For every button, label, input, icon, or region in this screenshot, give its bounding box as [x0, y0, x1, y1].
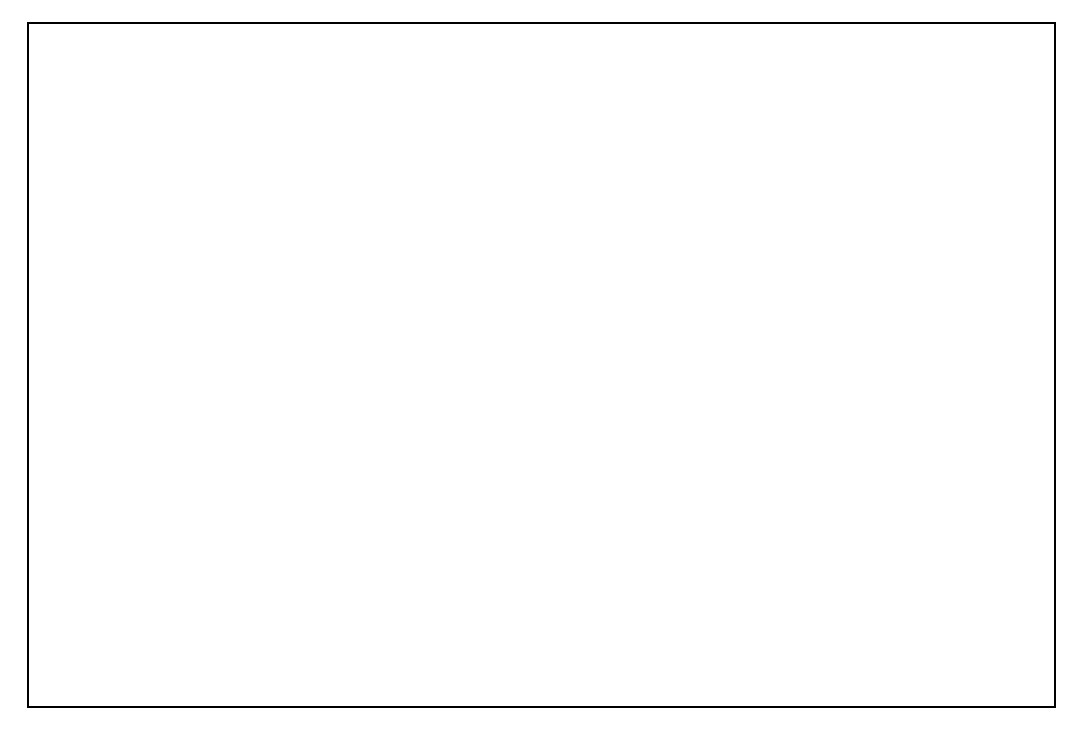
- admissions-table: [27, 22, 1056, 708]
